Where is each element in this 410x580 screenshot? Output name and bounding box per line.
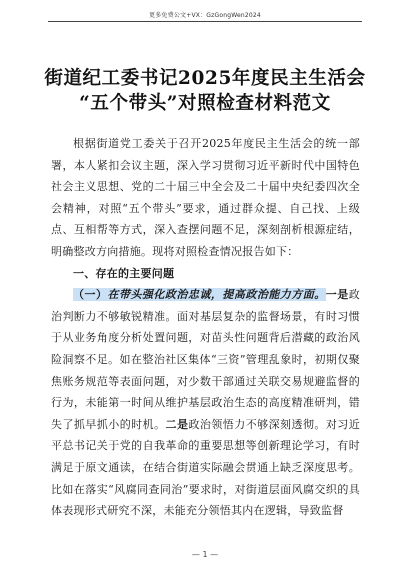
document-title-line-1: 街道纪工委书记2025年度民主生活会	[44, 68, 366, 89]
section-heading: 一、存在的主要问题	[73, 266, 175, 280]
header-note: 更多免费公文+VX：GzGongWen2024	[149, 12, 261, 19]
document-body	[51, 133, 360, 522]
subsection-paragraph	[51, 284, 360, 522]
intro-paragraph: 根据街道党工委关于召开2025年度民主生活会的统一部署，本人紧扣会议主题，深入学习贯彻习近平新时代中国特色社会主义思想、党的二十届三中全会及二十届中央纪委四次全会精神，对照“五个带头”要求，通过群众提、自己找、上级点、互相帮等方式，深入查摆问题不足，深刻剖析根源症结，明确整改方向措施。现将对照检查情况报告如下：	[51, 137, 360, 258]
point-1-text: 政治判断力不够敏锐精准。面对基层复杂的监督场景，有时习惯于从业务角度分析处置问题，对苗头性问题背后潜藏的政治风险洞察不足。如在整治社区集体“三资”管理乱象时，初期仅聚焦账务规范等表面问题，对少数干部通过关联交易规避监督的行为，未能第一时间从维护基层政治生态的高度精准研判，错失了抓早抓小的时机。	[51, 288, 361, 431]
point-1-label: 一是	[325, 288, 349, 302]
subsection-number: （一）	[73, 288, 108, 302]
document-title-line-2: “五个带头”对照检查材料范文	[79, 93, 331, 114]
page-number: — 1 —	[191, 550, 219, 559]
point-2-label: 二是	[165, 417, 189, 431]
header-divider	[48, 21, 362, 22]
point-2-text: 政治领悟力不够深刻透彻。对习近平总书记关于党的自我革命的重要思想等创新理论学习，有时满足于原文通读，在结合街道实际融会贯通上缺乏深度思考。比如在落实“风腐同查同治”要求时，对街道层面风腐交织的具体表现形式研究不深，未能充分领悟其内在逻辑，导致监督	[51, 417, 361, 518]
subsection-title: 在带头强化政治忠诚，提高政治能力方面。	[107, 288, 326, 302]
subsection-highlight	[73, 288, 326, 301]
